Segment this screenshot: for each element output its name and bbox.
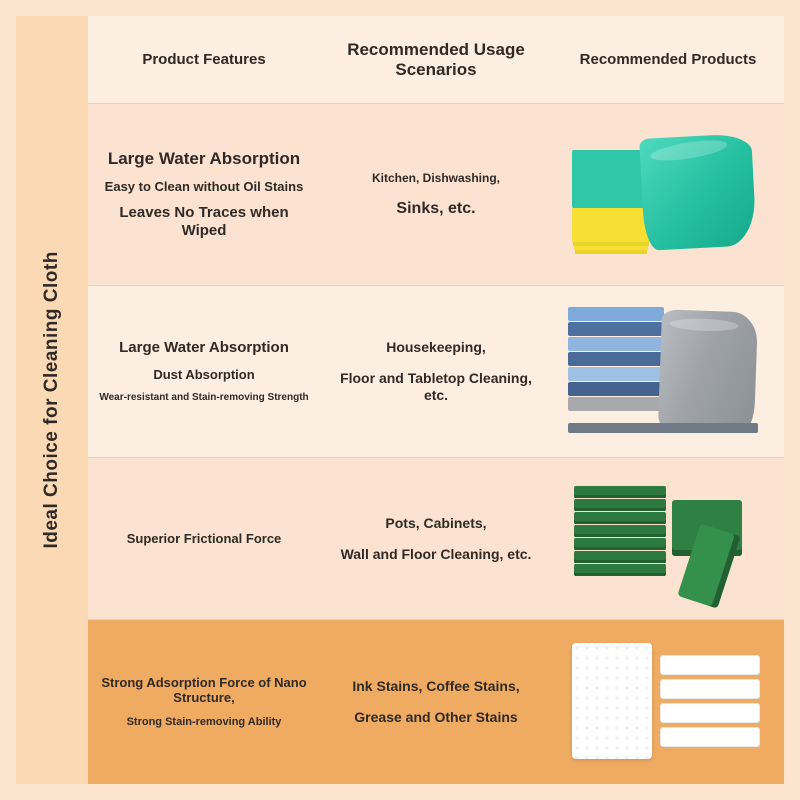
table-row (88, 458, 784, 620)
feature-text: Leaves No Traces when Wiped (119, 204, 289, 240)
grey-draped-towel (658, 309, 758, 430)
usage-text: Pots, Cabinets, (385, 514, 487, 531)
feature-text: Large Water Absorption (107, 148, 301, 168)
column-header-products: Recommended Products (579, 51, 757, 68)
product-image-teal-and-yellow-cloth-stack (552, 104, 784, 285)
features-cell (88, 286, 320, 457)
product-image-white-melamine-sponges (552, 620, 784, 784)
feature-text: Strong Stain-removing Ability (126, 716, 282, 728)
table-row (88, 104, 784, 286)
feature-text: Superior Frictional Force (126, 530, 282, 546)
usage-text: Ink Stains, Coffee Stains, (352, 678, 520, 695)
towel-base-shadow (568, 423, 758, 433)
usage-text: Wall and Floor Cleaning, etc. (340, 545, 532, 562)
feature-text: Easy to Clean without Oil Stains (104, 178, 304, 194)
usage-text: Kitchen, Dishwashing, (371, 170, 500, 185)
feature-text: Strong Adsorption Force of Nano Structure, (101, 674, 307, 706)
column-header-features: Product Features (142, 51, 266, 68)
feature-text: Dust Absorption (153, 366, 255, 382)
textured-melamine-sponge (572, 643, 652, 759)
features-cell (88, 458, 320, 619)
side-banner-title: Ideal Choice for Cleaning Cloth (41, 251, 63, 549)
table-row (88, 286, 784, 458)
usage-text: Sinks, etc. (396, 200, 476, 218)
table-row (88, 620, 784, 784)
feature-text: Wear-resistant and Stain-removing Strength (99, 392, 309, 404)
teal-cloth-stack (572, 150, 650, 208)
product-image-blue-grey-microfiber-towels (552, 286, 784, 457)
melamine-sponge-stack (660, 655, 760, 747)
yellow-cloth-stack (572, 208, 650, 242)
usage-cell (320, 104, 552, 285)
product-image-green-scouring-pads (552, 458, 784, 619)
usage-text: Grease and Other Stains (354, 709, 518, 725)
features-cell (88, 620, 320, 784)
usage-cell (320, 458, 552, 619)
comparison-table (88, 16, 784, 784)
usage-cell (320, 286, 552, 457)
column-header-usage: Recommended Usage Scenarios (347, 39, 525, 79)
usage-text: Housekeeping, (386, 339, 486, 356)
comparison-card (16, 16, 784, 784)
draped-teal-cloth (639, 133, 757, 251)
usage-text: Floor and Tabletop Cleaning, etc. (340, 370, 532, 403)
feature-text: Large Water Absorption (119, 338, 289, 356)
table-header-row (88, 16, 784, 104)
microfiber-towel-stack (568, 307, 664, 411)
features-cell (88, 104, 320, 285)
green-pad-stack (574, 486, 666, 582)
side-banner (16, 16, 88, 784)
usage-cell (320, 620, 552, 784)
